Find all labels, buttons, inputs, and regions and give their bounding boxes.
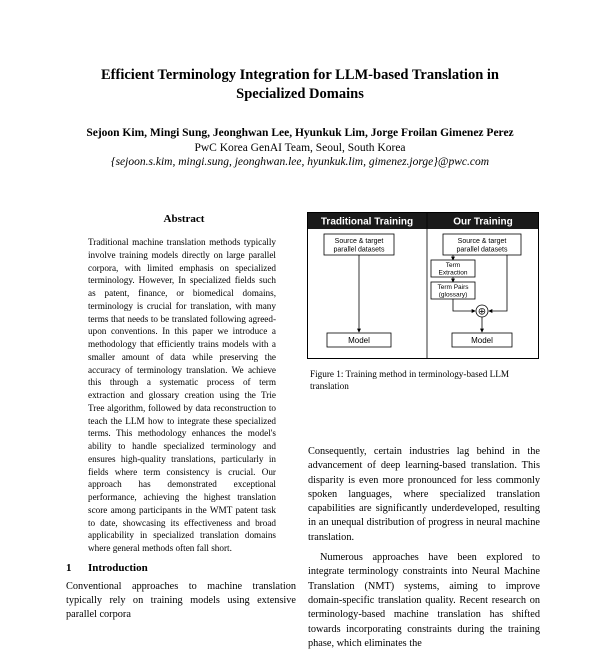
introduction-body: Conventional approaches to machine translation typically rely on training models using extensive parallel corpora (66, 581, 296, 620)
glossary-label-1: Term Pairs (437, 284, 469, 291)
abstract-body: Traditional machine translation methods typically involve training models directly on large parallel corpora, with limited emphasis on specialized terminology. However, In specialized fields such as patent, finance, or biomedical domains, terminology is crucial for translation, with many terms that needs to be translated following agreed-upon conventions. In this paper we introduce a methodology that efficiently trains models with a smaller amount of data while preserving the accuracy of terminology translation. We achieve this through a systematic process of term extraction and glossary creation using the Trie Tree algorithm, followed by data reconstruction to teach the LLM how to integrate these specialized terms. This methodology enhances the model's ability to handle specialized terminology and ensures high-quality translations, particularly in fields where term consistency is crucial. Our approach has demonstrated exceptional performance, achieving the highest translation score among participants in the WMT patent task to date, showcasing its effectiveness and broad applicability in specialized translation domains where general methods often fall short. (88, 237, 276, 553)
right-dataset-label-1: Source & target (457, 238, 507, 245)
right-paragraph-1: Consequently, certain industries lag behind in the advancement of deep learning-based translation. This disparity is even more pronounced for less commonly spoken languages, where specialized translation capabilities are significantly underdeveloped, resulting in an unequal distribution of progress in neural machine translation. (308, 446, 540, 543)
introduction-heading (66, 561, 148, 575)
left-dataset-label-1: Source & target (334, 238, 384, 245)
title-line-1: Efficient Terminology Integration for LLM-based Translation in (101, 67, 499, 83)
left-dataset-label-2: parallel datasets (333, 246, 385, 254)
author-list: Sejoon Kim, Mingi Sung, Jeonghwan Lee, Hyunkuk Lim, Jorge Froilan Gimenez Perez (86, 127, 514, 139)
left-model-label: Model (348, 336, 370, 345)
figure-caption: Figure 1: Training method in terminology-based LLM translation (310, 369, 510, 391)
abstract-heading: Abstract (163, 213, 205, 225)
section-title: Introduction (88, 562, 148, 574)
combine-symbol: ⊕ (477, 306, 487, 318)
section-number: 1 (66, 562, 72, 574)
author-emails: {sejoon.s.kim, mingi.sung, jeonghwan.lee, hyunkuk.lim, gimenez.jorge}@pwc.com (110, 156, 490, 168)
glossary-label-2: (glossary) (438, 291, 468, 299)
right-column-body (308, 445, 540, 651)
paper-title (60, 66, 540, 104)
right-model-label: Model (471, 336, 493, 345)
right-paragraph-2: Numerous approaches have been explored to integrate terminology constraints into Neural Machine Translation (NMT) systems, aiming to improve domain-specific translation quality. Recent research on terminology-based machine translation has shifted towards incorporating constraints during the training phase, which eliminates the (308, 552, 540, 649)
left-panel-header: Traditional Training (320, 216, 414, 228)
term-extraction-label-1: Term (445, 262, 461, 269)
affiliation: PwC Korea GenAI Team, Seoul, South Korea (194, 142, 406, 154)
title-line-2: Specialized Domains (236, 86, 364, 102)
right-panel-header: Our Training (453, 216, 513, 228)
right-dataset-label-2: parallel datasets (456, 246, 508, 254)
term-extraction-label-2: Extraction (438, 269, 468, 277)
training-method-figure (307, 212, 539, 359)
